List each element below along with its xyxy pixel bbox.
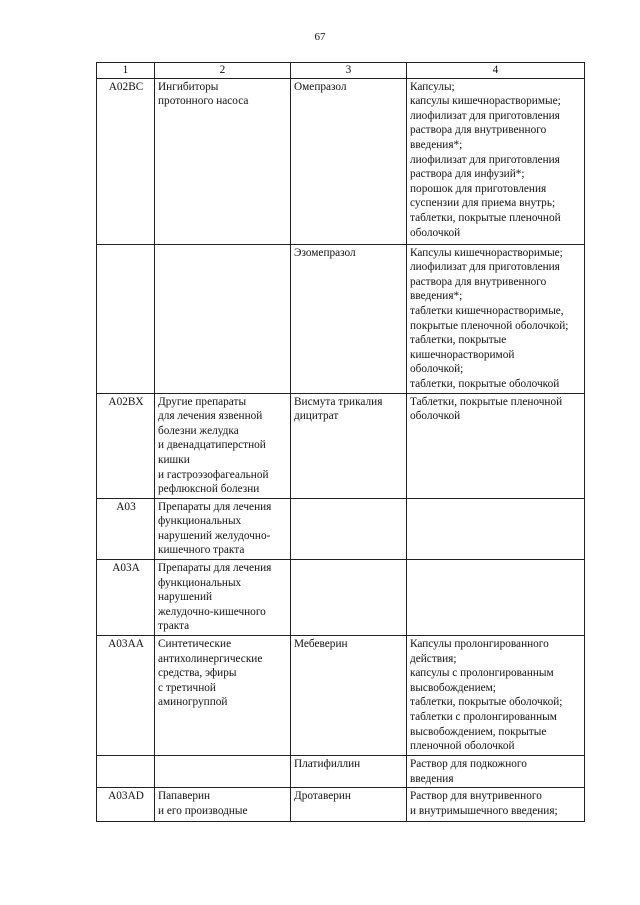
group-name-line: Ингибиторы (158, 80, 219, 93)
group-name-line: и двенадцатиперстной (158, 439, 266, 452)
dosage-forms-cell (407, 756, 585, 788)
atc-code-cell: A03 (97, 498, 155, 559)
dosage-forms-line: лиофилизат для приготовления (410, 153, 560, 166)
group-name-line: Папаверин (158, 790, 211, 803)
group-name-line: антихолинергические (158, 652, 263, 665)
group-name-cell (155, 756, 291, 788)
drug-name-cell (291, 78, 407, 244)
table-row (97, 393, 585, 498)
drug-name-line: дицитрат (294, 410, 339, 423)
group-name-cell (155, 78, 291, 244)
group-name-line: желудочно-кишечного (158, 605, 266, 618)
atc-code-cell (97, 756, 155, 788)
group-name-cell (155, 636, 291, 756)
dosage-forms-line: Капсулы кишечнорастворимые; (410, 246, 563, 259)
group-name-line: тракта (158, 620, 190, 633)
dosage-forms-line: капсулы кишечнорастворимые; (410, 95, 561, 108)
dosage-forms-line: таблетки кишечнорастворимые, (410, 304, 564, 317)
dosage-forms-line: высвобождением; (410, 681, 496, 694)
table-row (97, 788, 585, 822)
group-name-line: болезни желудка (158, 424, 239, 437)
group-name-line: Препараты для лечения (158, 562, 272, 575)
group-name-cell (155, 788, 291, 822)
drug-name-line: Дротаверин (294, 790, 351, 803)
group-name-line: Препараты для лечения (158, 500, 272, 513)
dosage-forms-line: Таблетки, покрытые пленочной (410, 395, 563, 408)
dosage-forms-line: суспензии для приема внутрь; (410, 197, 556, 210)
group-name-line: рефлюксной болезни (158, 483, 260, 496)
group-name-line: и гастроэзофагеальной (158, 468, 269, 481)
dosage-forms-line: введения*; (410, 290, 463, 303)
group-name-line: функциональных (158, 515, 242, 528)
drug-name-cell (291, 244, 407, 393)
drug-table (96, 62, 585, 822)
dosage-forms-cell (407, 244, 585, 393)
group-name-cell (155, 244, 291, 393)
drug-name-cell (291, 498, 407, 559)
dosage-forms-line: Капсулы пролонгированного (410, 638, 549, 651)
drug-name-line: Эзомепразол (294, 246, 356, 259)
atc-code-cell: A03A (97, 560, 155, 636)
dosage-forms-line: высвобождением, покрытые (410, 725, 547, 738)
dosage-forms-cell (407, 788, 585, 822)
dosage-forms-line: кишечнорастворимой (410, 348, 515, 361)
table-row (97, 498, 585, 559)
group-name-line: нарушений (158, 591, 213, 604)
column-header: 1 (97, 63, 155, 79)
table-row (97, 244, 585, 393)
group-name-line: кишечного тракта (158, 544, 245, 557)
atc-code-cell: A03AD (97, 788, 155, 822)
page-number: 67 (314, 31, 326, 43)
dosage-forms-line: таблетки, покрытые (410, 334, 507, 347)
dosage-forms-line: раствора для внутривенного (410, 275, 547, 288)
column-header: 4 (407, 63, 585, 79)
group-name-line: нарушений желудочно- (158, 529, 271, 542)
dosage-forms-line: оболочкой (410, 226, 461, 239)
group-name-line: и его производные (158, 804, 248, 817)
group-name-cell (155, 498, 291, 559)
drug-name-cell (291, 636, 407, 756)
table-row (97, 636, 585, 756)
dosage-forms-line: введения*; (410, 138, 463, 151)
group-name-cell (155, 560, 291, 636)
dosage-forms-line: оболочкой (410, 410, 461, 423)
column-header: 2 (155, 63, 291, 79)
dosage-forms-line: Капсулы; (410, 80, 455, 93)
group-name-line: Синтетические (158, 638, 232, 651)
dosage-forms-line: таблетки, покрытые оболочкой (410, 377, 560, 390)
group-name-line: аминогруппой (158, 696, 228, 709)
dosage-forms-line: оболочкой; (410, 363, 464, 376)
atc-code-cell: A02BC (97, 78, 155, 244)
dosage-forms-cell (407, 560, 585, 636)
dosage-forms-line: покрытые пленочной оболочкой; (410, 319, 569, 332)
dosage-forms-cell (407, 78, 585, 244)
atc-code-cell: A02BX (97, 393, 155, 498)
dosage-forms-cell (407, 636, 585, 756)
drug-name-line: Висмута трикалия (294, 395, 383, 408)
group-name-line: для лечения язвенной (158, 410, 263, 423)
drug-name-line: Платифиллин (294, 758, 361, 771)
dosage-forms-line: порошок для приготовления (410, 182, 547, 195)
dosage-forms-line: капсулы с пролонгированным (410, 667, 554, 680)
dosage-forms-line: таблетки, покрытые пленочной (410, 211, 561, 224)
dosage-forms-line: раствора для внутривенного (410, 124, 547, 137)
drug-name-cell (291, 393, 407, 498)
drug-name-line: Омепразол (294, 80, 347, 93)
table-row (97, 756, 585, 788)
group-name-line: протонного насоса (158, 95, 249, 108)
dosage-forms-line: введения (410, 772, 454, 785)
dosage-forms-line: таблетки с пролонгированным (410, 711, 557, 723)
dosage-forms-line: действия; (410, 652, 457, 665)
group-name-line: с третичной (158, 681, 216, 694)
dosage-forms-line: раствора для инфузий*; (410, 168, 525, 181)
dosage-forms-line: Раствор для внутривенного (410, 790, 542, 803)
drug-name-cell (291, 788, 407, 822)
table-row (97, 560, 585, 636)
dosage-forms-line: Раствор для подкожного (410, 758, 527, 771)
column-header: 3 (291, 63, 407, 79)
group-name-line: функциональных (158, 576, 242, 589)
group-name-cell (155, 393, 291, 498)
dosage-forms-line: таблетки, покрытые оболочкой; (410, 696, 563, 709)
header-row (97, 63, 585, 79)
atc-code-cell (97, 244, 155, 393)
drug-name-cell (291, 560, 407, 636)
drug-name-line: Мебеверин (294, 638, 348, 651)
dosage-forms-cell (407, 498, 585, 559)
dosage-forms-line: пленочной оболочкой (410, 740, 515, 753)
atc-code-cell: A03AA (97, 636, 155, 756)
drug-name-cell (291, 756, 407, 788)
table-row (97, 78, 585, 244)
dosage-forms-line: и внутримышечного введения; (410, 804, 558, 817)
group-name-line: средства, эфиры (158, 667, 237, 680)
group-name-line: кишки (158, 453, 190, 466)
group-name-line: Другие препараты (158, 395, 247, 408)
dosage-forms-line: лиофилизат для приготовления (410, 109, 560, 122)
dosage-forms-cell (407, 393, 585, 498)
dosage-forms-line: лиофилизат для приготовления (410, 261, 560, 274)
